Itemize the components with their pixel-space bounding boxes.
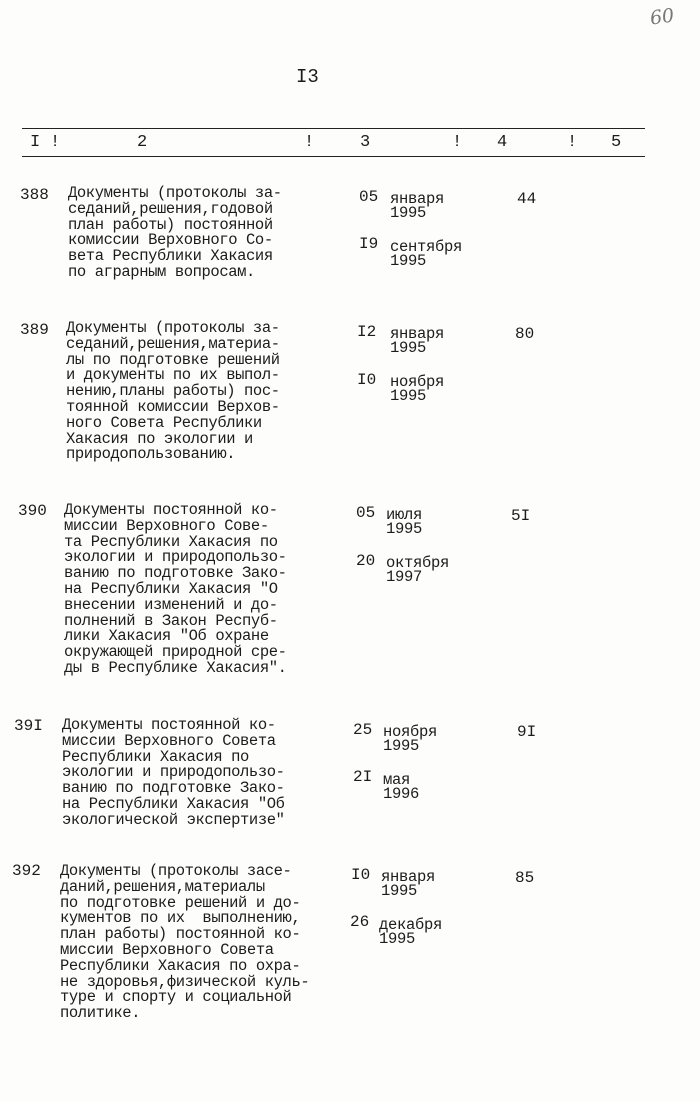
column-header-2: 2 bbox=[137, 133, 148, 152]
date-to-month-year: ноября 1995 bbox=[390, 373, 445, 405]
date-to-month-year: сентября 1995 bbox=[390, 238, 463, 270]
sheet-count: 85 bbox=[515, 869, 535, 887]
entry-description: Документы постоянной ко- миссии Верховного Сове- та Республики Хакасия по экологии и природопользо- ванию по подготовке Зако- на Республики Хакасия "О внесении изменений и до- полнений в Закон Респуб- лики Хакасия "Об охране окружающей природной сре- ды в Республике Хакасия". bbox=[64, 501, 287, 677]
entry-number: 392 bbox=[12, 862, 41, 880]
entry-description: Документы (протоколы засе- даний,решения,материалы по подготовке решений и до- кументов по их выполнению, план работы) постоянной ко- миссии Верховного Совета Республики Хакасия по охра- не здоровья,физической куль- туре и спорту и социальной политике. bbox=[60, 862, 310, 1023]
date-to-month-year: декабря 1995 bbox=[379, 916, 443, 948]
column-separator: ! bbox=[50, 133, 61, 152]
entry-number: 389 bbox=[20, 321, 49, 339]
page-number: I3 bbox=[296, 66, 319, 88]
date-from-day: I2 bbox=[357, 323, 377, 341]
column-separator: ! bbox=[452, 133, 463, 152]
sheet-count: 9I bbox=[517, 723, 537, 741]
sheet-count: 80 bbox=[515, 325, 535, 343]
entry-description: Документы постоянной ко- миссии Верховного Совета Республики Хакасия по экологии и природопользо- ванию по подготовке Зако- на Республики Хакасия "Об экологической экспертизе" bbox=[62, 716, 285, 829]
column-separator: ! bbox=[567, 133, 578, 152]
entry-description: Документы (протоколы за- седаний,решения,годовой план работы) постоянной комиссии Верховного Со- вета Республики Хакасия по аграрным вопросам. bbox=[68, 184, 282, 281]
entry-number: 39I bbox=[14, 717, 43, 735]
date-to-month-year: октября 1997 bbox=[386, 554, 450, 586]
entry-number: 388 bbox=[20, 186, 49, 204]
date-from-day: 05 bbox=[356, 504, 376, 522]
date-from-month-year: ноября 1995 bbox=[383, 723, 438, 755]
entry-number: 390 bbox=[18, 502, 47, 520]
date-from-month-year: января 1995 bbox=[390, 325, 445, 357]
date-from-month-year: января 1995 bbox=[390, 190, 445, 222]
archive-page-number: 60 bbox=[648, 4, 676, 30]
column-header-3: 3 bbox=[360, 133, 371, 152]
date-to-day: 26 bbox=[350, 913, 370, 931]
sheet-count: 44 bbox=[517, 190, 537, 208]
date-from-month-year: января 1995 bbox=[381, 868, 436, 900]
date-from-day: I0 bbox=[351, 866, 371, 884]
date-from-month-year: июля 1995 bbox=[386, 506, 423, 538]
column-separator: ! bbox=[304, 133, 315, 152]
date-to-month-year: мая 1996 bbox=[383, 771, 420, 803]
date-to-day: I0 bbox=[357, 371, 377, 389]
date-from-day: 25 bbox=[353, 721, 373, 739]
column-header-1: I bbox=[30, 133, 41, 152]
table-header-bottom-rule bbox=[22, 156, 645, 157]
date-from-day: 05 bbox=[359, 188, 379, 206]
column-header-5: 5 bbox=[611, 133, 622, 152]
date-to-day: I9 bbox=[359, 235, 379, 253]
entry-description: Документы (протоколы за- седаний,решения,материа- лы по подготовке решений и документы по их выпол- нению,планы работы) пос- тоянной комиссии Верхов- ного Совета Республики Хакасия по экологии и природопользованию. bbox=[66, 319, 280, 464]
sheet-count: 5I bbox=[511, 507, 531, 525]
table-header-top-rule bbox=[22, 128, 645, 129]
date-to-day: 2I bbox=[353, 768, 373, 786]
date-to-day: 20 bbox=[356, 552, 376, 570]
column-header-4: 4 bbox=[497, 133, 508, 152]
